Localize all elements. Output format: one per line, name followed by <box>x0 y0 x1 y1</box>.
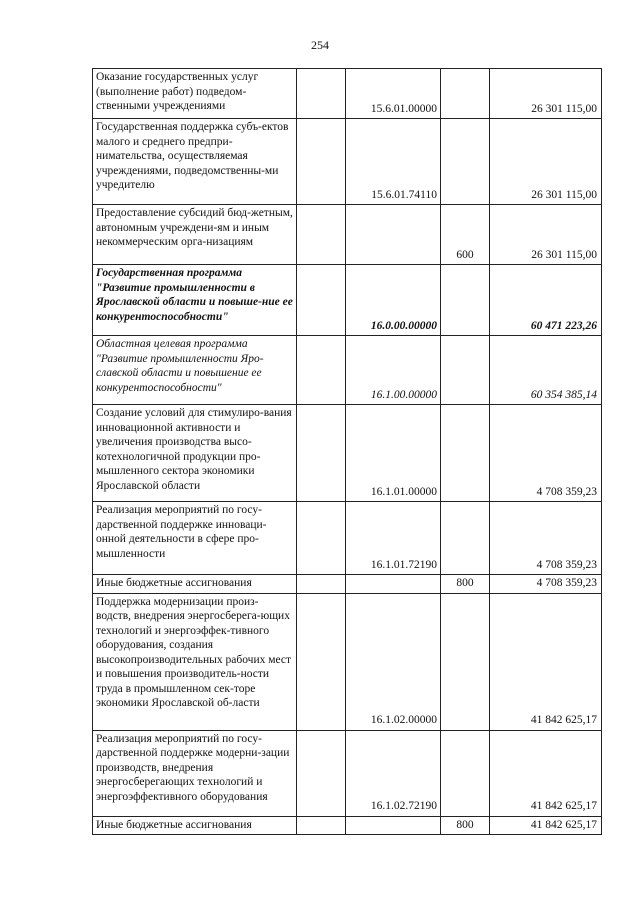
table-row <box>93 816 602 835</box>
row-name-cell: Областная целевая программа "Развитие промышленности Яро-славской области и повышение ее конкурентоспособности" <box>93 336 297 405</box>
budget-table <box>92 68 602 835</box>
row-vr-cell: 600 <box>441 205 490 265</box>
table-row <box>93 265 602 336</box>
row-blank-cell <box>297 575 346 594</box>
row-code-cell: 16.1.01.00000 <box>346 405 441 502</box>
row-code-cell: 15.6.01.74110 <box>346 119 441 205</box>
table-row <box>93 730 602 816</box>
row-name-cell: Иные бюджетные ассигнования <box>93 575 297 594</box>
row-name-cell: Государственная поддержка субъ-ектов малого и среднего предпри-нимательства, осуществляемая учреждениями, подведомственны-ми учредителю <box>93 119 297 205</box>
row-vr-cell: 800 <box>441 816 490 835</box>
row-code-cell: 16.1.01.72190 <box>346 502 441 575</box>
row-vr-cell <box>441 265 490 336</box>
row-name-cell: Оказание государственных услуг (выполнение работ) подведом-ственными учреждениями <box>93 69 297 119</box>
row-amount-cell: 4 708 359,23 <box>490 502 602 575</box>
row-name-cell: Реализация мероприятий по госу-дарственной поддержке модерни-зации производств, внедрения энергосберегающих технологий и энергоэффективного оборудования <box>93 730 297 816</box>
table-row <box>93 502 602 575</box>
table-row <box>93 575 602 594</box>
row-code-cell <box>346 816 441 835</box>
row-blank-cell <box>297 593 346 730</box>
table-row <box>93 205 602 265</box>
row-blank-cell <box>297 730 346 816</box>
row-blank-cell <box>297 405 346 502</box>
row-name-cell: Предоставление субсидий бюд-жетным, автономным учреждени-ям и иным некоммерческим орга-низациям <box>93 205 297 265</box>
row-vr-cell <box>441 405 490 502</box>
row-blank-cell <box>297 265 346 336</box>
row-blank-cell <box>297 502 346 575</box>
row-name-cell: Реализация мероприятий по госу-дарственной поддержке инноваци-онной деятельности в сфере про-мышленности <box>93 502 297 575</box>
row-code-cell: 16.1.02.72190 <box>346 730 441 816</box>
table-row <box>93 69 602 119</box>
page-number: 254 <box>311 38 329 52</box>
row-amount-cell: 41 842 625,17 <box>490 816 602 835</box>
row-amount-cell: 41 842 625,17 <box>490 593 602 730</box>
row-blank-cell <box>297 119 346 205</box>
table-row <box>93 405 602 502</box>
row-blank-cell <box>297 205 346 265</box>
row-amount-cell: 26 301 115,00 <box>490 205 602 265</box>
row-code-cell: 16.1.02.00000 <box>346 593 441 730</box>
table-row <box>93 336 602 405</box>
row-name-cell: Государственная программа "Развитие промышленности в Ярославской области и повыше-ние ее конкурентоспособности" <box>93 265 297 336</box>
row-vr-cell <box>441 593 490 730</box>
row-code-cell <box>346 205 441 265</box>
table-row <box>93 593 602 730</box>
row-amount-cell: 60 354 385,14 <box>490 336 602 405</box>
row-vr-cell <box>441 502 490 575</box>
row-amount-cell: 4 708 359,23 <box>490 575 602 594</box>
row-vr-cell <box>441 119 490 205</box>
row-code-cell: 16.1.00.00000 <box>346 336 441 405</box>
row-name-cell: Иные бюджетные ассигнования <box>93 816 297 835</box>
row-blank-cell <box>297 69 346 119</box>
row-vr-cell <box>441 730 490 816</box>
row-amount-cell: 26 301 115,00 <box>490 69 602 119</box>
row-vr-cell <box>441 69 490 119</box>
row-blank-cell <box>297 336 346 405</box>
row-code-cell <box>346 575 441 594</box>
row-code-cell: 16.0.00.00000 <box>346 265 441 336</box>
row-vr-cell: 800 <box>441 575 490 594</box>
row-amount-cell: 4 708 359,23 <box>490 405 602 502</box>
row-name-cell: Поддержка модернизации произ-водств, внедрения энергосберега-ющих технологий и энергоэффек-тивного оборудования, создания высокопроизводительных рабочих мест и повышения производитель-ности труда в промышленном сек-торе экономики Ярославской об-ласти <box>93 593 297 730</box>
row-amount-cell: 60 471 223,26 <box>490 265 602 336</box>
row-amount-cell: 41 842 625,17 <box>490 730 602 816</box>
table-row <box>93 119 602 205</box>
row-vr-cell <box>441 336 490 405</box>
row-name-cell: Создание условий для стимулиро-вания инновационной активности и увеличения производства высо-котехнологичной продукции про-мышленного сектора экономики Ярославской области <box>93 405 297 502</box>
row-amount-cell: 26 301 115,00 <box>490 119 602 205</box>
row-blank-cell <box>297 816 346 835</box>
row-code-cell: 15.6.01.00000 <box>346 69 441 119</box>
